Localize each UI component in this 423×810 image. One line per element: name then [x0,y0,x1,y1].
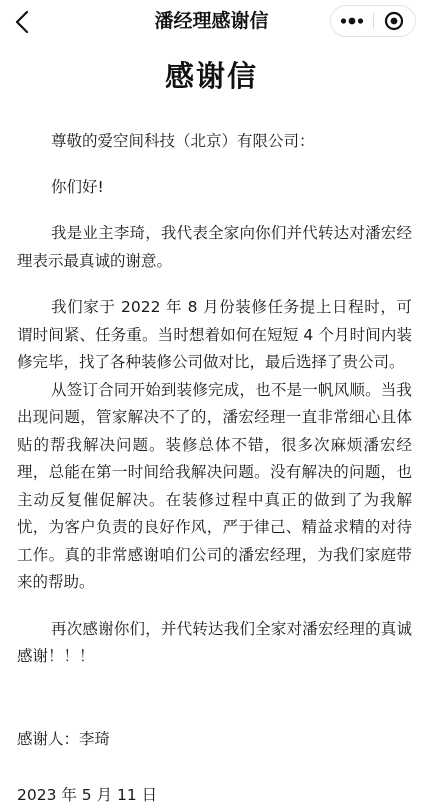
letter-heading: 感谢信 [164,59,258,93]
more-dots-icon [340,17,364,25]
target-circle-icon [384,11,404,31]
paragraph-4: 再次感谢你们，并代转达我们全家对潘宏经理的真诚感谢！！！ [17,619,412,665]
navigation-bar [0,0,423,44]
more-button[interactable] [331,6,373,36]
salutation: 尊敬的爱空间科技（北京）有限公司： [51,132,315,150]
capsule-menu [330,5,416,37]
signature: 感谢人：李琦 [17,729,111,748]
nav-title: 潘经理感谢信 [154,10,269,32]
letter-date: 2023 年 5 月 11 日 [17,786,158,804]
back-button[interactable] [4,4,40,40]
paragraph-3: 从签订合同开始到装修完成，也不是一帆风顺。当我出现问题，管家解决不了的，潘宏经理一直非常细心且体贴的帮我解决问题。装修总体不错，很多次麻烦潘宏经理，总能在第一时间给我解决问题。没有解决的问题，也主动反复催促解决。在装修过程中真正的做到了为我解忧，为客户负责的良好作风，严于律己、精益求精的对待工作。真的非常感谢咱们公司的潘宏经理，为我们家庭带来的帮助。 [17,380,412,591]
letter-body [17,128,412,810]
greeting: 你们好! [51,177,104,196]
paragraph-2: 我们家于 2022 年 8 月份装修任务提上日程时，可谓时间紧、任务重。当时想着如何在短短 4 个月时间内装修完毕，找了各种装修公司做对比，最后选择了贵公司。 [17,298,412,371]
chevron-left-icon [15,10,29,34]
close-miniprogram-button[interactable] [374,6,416,36]
paragraph-1: 我是业主李琦，我代表全家向你们并代转达对潘宏经理表示最真诚的谢意。 [17,224,412,270]
